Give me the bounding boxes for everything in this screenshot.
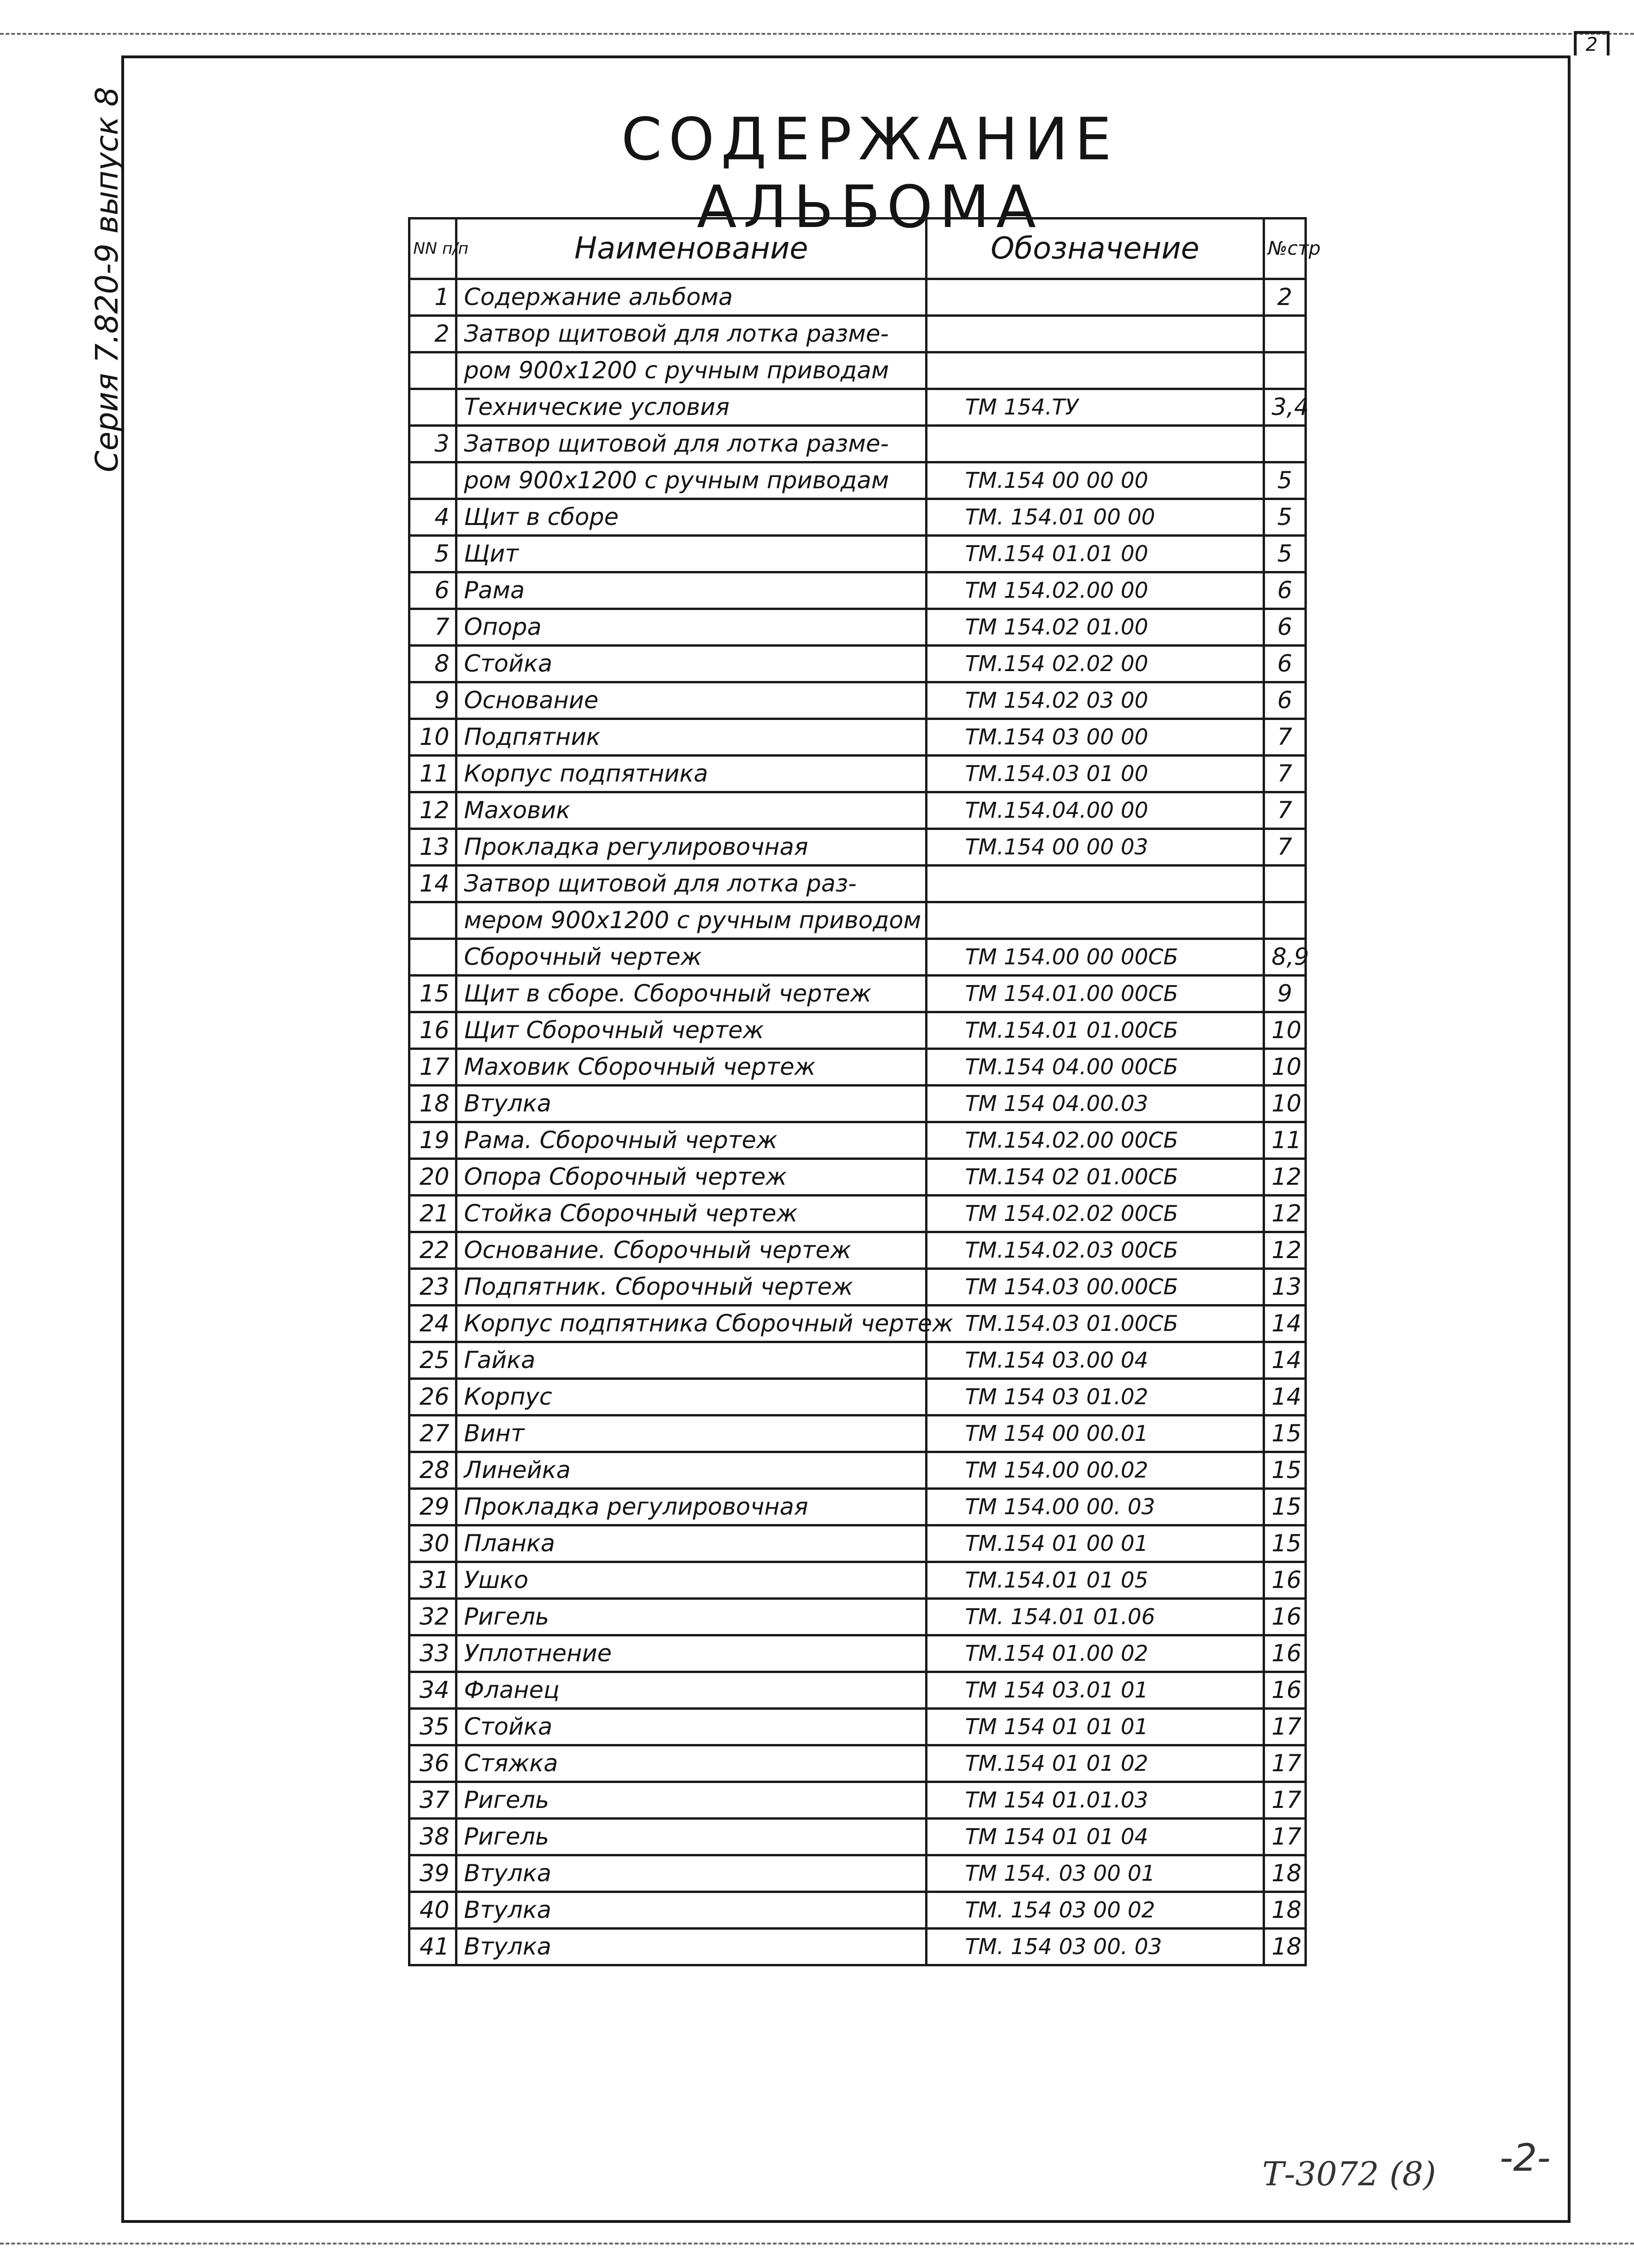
row-name: Маховик [456,792,927,829]
row-number: 25 [409,1342,456,1379]
row-name: Стойка Сборочный чертеж [456,1196,927,1232]
row-page: 6 [1264,609,1306,646]
row-page: 6 [1264,682,1306,719]
row-code: ТМ.154 02.02 00 [927,646,1264,682]
row-name: Планка [456,1525,927,1562]
page-title: СОДЕРЖАНИЕ АЛЬБОМА [621,106,1118,241]
row-code: ТМ 154 01.01.03 [927,1782,1264,1819]
corner-page-number: -2- [1500,2136,1551,2180]
row-page [1264,902,1306,939]
row-page: 14 [1264,1306,1306,1342]
row-page: 2 [1264,279,1306,316]
row-name: Гайка [456,1342,927,1379]
row-page: 5 [1264,536,1306,572]
row-name: Щит в сборе. Сборочный чертеж [456,976,927,1012]
row-code: ТМ 154.00 00.02 [927,1452,1264,1489]
row-number: 18 [409,1086,456,1122]
row-number: 13 [409,829,456,866]
table-row [409,426,1306,462]
row-page: 6 [1264,646,1306,682]
row-page: 16 [1264,1635,1306,1672]
row-page: 16 [1264,1599,1306,1635]
row-page: 11 [1264,1122,1306,1159]
row-name: Опора [456,609,927,646]
row-name: Фланец [456,1672,927,1709]
row-code: ТМ. 154.01 01.06 [927,1599,1264,1635]
row-page: 10 [1264,1086,1306,1122]
row-page: 15 [1264,1452,1306,1489]
row-number: 9 [409,682,456,719]
series-label: Серия 7.820-9 выпуск 8 [89,86,125,472]
row-page: 16 [1264,1562,1306,1599]
table-row [409,389,1306,426]
row-number: 1 [409,279,456,316]
row-number: 35 [409,1709,456,1745]
table-row [409,682,1306,719]
row-number: 19 [409,1122,456,1159]
row-page: 15 [1264,1416,1306,1452]
table-body [409,279,1309,1965]
row-number [409,389,456,426]
row-code: ТМ.154.01 01 05 [927,1562,1264,1599]
row-name: Содержание альбома [456,279,927,316]
row-page: 15 [1264,1525,1306,1562]
table-row [409,1049,1306,1086]
row-name: Стяжка [456,1745,927,1782]
row-number: 30 [409,1525,456,1562]
row-name: Щит в сборе [456,499,927,536]
row-number: 3 [409,426,456,462]
row-number: 11 [409,756,456,792]
row-page [1264,426,1306,462]
row-number [409,902,456,939]
row-page: 7 [1264,792,1306,829]
table-row [409,1452,1306,1489]
row-number: 12 [409,792,456,829]
row-code: ТМ 154 01 01 04 [927,1819,1264,1855]
table-row [409,1635,1306,1672]
row-code: ТМ.154.03 01.00СБ [927,1306,1264,1342]
row-code: ТМ 154 03 01.02 [927,1379,1264,1416]
table-row [409,1159,1306,1196]
table-row [409,646,1306,682]
row-number: 2 [409,316,456,352]
row-page: 3,4 [1264,389,1306,426]
row-name: Технические условия [456,389,927,426]
row-page: 12 [1264,1159,1306,1196]
table-row [409,1012,1306,1049]
contents-table [408,217,1321,1966]
row-code: ТМ 154.00 00 00СБ [927,939,1264,976]
table-row [409,1489,1306,1525]
row-name: Стойка [456,1709,927,1745]
table-row [409,902,1306,939]
row-page: 15 [1264,1489,1306,1525]
row-page: 14 [1264,1342,1306,1379]
table-row [409,352,1306,389]
table-header-row [409,219,1306,279]
table-row [409,1562,1306,1599]
row-number: 39 [409,1855,456,1892]
table-row [409,572,1306,609]
table-row [409,1416,1306,1452]
row-number: 16 [409,1012,456,1049]
row-number [409,939,456,976]
row-number: 5 [409,536,456,572]
row-name: Подпятник. Сборочный чертеж [456,1269,927,1306]
row-number: 29 [409,1489,456,1525]
row-code [927,316,1264,352]
row-page: 12 [1264,1196,1306,1232]
row-name: мером 900х1200 с ручным приводом [456,902,927,939]
row-code: ТМ 154.01.00 00СБ [927,976,1264,1012]
row-number: 34 [409,1672,456,1709]
row-number: 7 [409,609,456,646]
row-page: 8,9 [1264,939,1306,976]
row-code: ТМ.154 04.00 00СБ [927,1049,1264,1086]
table-row [409,1196,1306,1232]
row-number: 33 [409,1635,456,1672]
row-page: 10 [1264,1049,1306,1086]
row-name: Щит Сборочный чертеж [456,1012,927,1049]
row-name: Винт [456,1416,927,1452]
row-number: 15 [409,976,456,1012]
row-page: 18 [1264,1929,1306,1965]
row-name: Затвор щитовой для лотка разме- [456,316,927,352]
row-code: ТМ.154.03 01 00 [927,756,1264,792]
row-name: Втулка [456,1892,927,1929]
table-row [409,499,1306,536]
row-name: Рама. Сборочный чертеж [456,1122,927,1159]
row-name: Корпус подпятника [456,756,927,792]
row-code: ТМ.154 03 00 00 [927,719,1264,756]
row-code: ТМ. 154 03 00 02 [927,1892,1264,1929]
row-code: ТМ 154. 03 00 01 [927,1855,1264,1892]
row-name: Подпятник [456,719,927,756]
row-page: 7 [1264,719,1306,756]
row-number: 37 [409,1782,456,1819]
row-name: Основание [456,682,927,719]
table-row [409,1782,1306,1819]
header-code: Обозначение [927,219,1264,279]
row-name: Щит [456,536,927,572]
row-number: 31 [409,1562,456,1599]
row-name: Рама [456,572,927,609]
row-number: 17 [409,1049,456,1086]
row-code: ТМ 154.00 00. 03 [927,1489,1264,1525]
row-code: ТМ 154 04.00.03 [927,1086,1264,1122]
table-row [409,1122,1306,1159]
scan-edge-bottom [0,2243,1634,2245]
row-code: ТМ 154.03 00.00СБ [927,1269,1264,1306]
row-code [927,426,1264,462]
row-name: Линейка [456,1452,927,1489]
header-name: Наименование [456,219,927,279]
table-row [409,1892,1306,1929]
table-row [409,829,1306,866]
table-row [409,1306,1306,1342]
table-row [409,462,1306,499]
row-number: 22 [409,1232,456,1269]
table-row [409,279,1306,316]
scan-edge-top [0,33,1634,35]
table-row [409,536,1306,572]
table-row [409,1929,1306,1965]
table-row [409,1855,1306,1892]
row-number: 24 [409,1306,456,1342]
row-code: ТМ 154.02 01.00 [927,609,1264,646]
row-page: 7 [1264,829,1306,866]
row-name: Корпус подпятника Сборочный чертеж [456,1306,927,1342]
table-row [409,1269,1306,1306]
row-code: ТМ.154 01.00 02 [927,1635,1264,1672]
header-no: NN п/п [409,219,456,279]
row-code: ТМ 154.02 03 00 [927,682,1264,719]
table-row [409,1745,1306,1782]
row-number: 8 [409,646,456,682]
row-page: 9 [1264,976,1306,1012]
row-name: Опора Сборочный чертеж [456,1159,927,1196]
row-number: 38 [409,1819,456,1855]
row-number: 41 [409,1929,456,1965]
row-number: 4 [409,499,456,536]
row-name: Втулка [456,1855,927,1892]
row-name: Корпус [456,1379,927,1416]
row-code: ТМ. 154 03 00. 03 [927,1929,1264,1965]
row-name: Затвор щитовой для лотка раз- [456,866,927,902]
table-row [409,976,1306,1012]
row-code [927,902,1264,939]
row-code: ТМ.154 01.01 00 [927,536,1264,572]
table-row [409,792,1306,829]
header-page: №стр [1264,219,1306,279]
row-number: 36 [409,1745,456,1782]
row-page: 6 [1264,572,1306,609]
row-code: ТМ.154 00 00 03 [927,829,1264,866]
table-row [409,1599,1306,1635]
row-number: 28 [409,1452,456,1489]
row-code [927,279,1264,316]
table-row [409,866,1306,902]
row-number: 10 [409,719,456,756]
row-number: 21 [409,1196,456,1232]
row-code: ТМ 154.ТУ [927,389,1264,426]
row-page [1264,352,1306,389]
row-name: Прокладка регулировочная [456,1489,927,1525]
page-number-box: 2 [1574,31,1610,55]
row-code: ТМ. 154.01 00 00 [927,499,1264,536]
row-page: 17 [1264,1819,1306,1855]
row-name: Основание. Сборочный чертеж [456,1232,927,1269]
archive-stamp: Т-3072 (8) [1262,2155,1436,2193]
row-page: 7 [1264,756,1306,792]
table-row [409,1379,1306,1416]
row-page: 13 [1264,1269,1306,1306]
row-code: ТМ 154.02.00 00 [927,572,1264,609]
table-row [409,1525,1306,1562]
row-number: 20 [409,1159,456,1196]
row-page: 18 [1264,1892,1306,1929]
table-row [409,316,1306,352]
row-code: ТМ.154.02.00 00СБ [927,1122,1264,1159]
row-number: 27 [409,1416,456,1452]
row-number: 32 [409,1599,456,1635]
table-row [409,1342,1306,1379]
row-page: 18 [1264,1855,1306,1892]
row-name: Прокладка регулировочная [456,829,927,866]
row-name: ром 900х1200 с ручным приводам [456,352,927,389]
row-page: 17 [1264,1709,1306,1745]
row-code: ТМ.154 03.00 04 [927,1342,1264,1379]
row-code: ТМ.154 01 01 02 [927,1745,1264,1782]
row-code: ТМ.154.04.00 00 [927,792,1264,829]
row-name: Сборочный чертеж [456,939,927,976]
row-page: 16 [1264,1672,1306,1709]
row-page: 14 [1264,1379,1306,1416]
row-name: Ригель [456,1599,927,1635]
row-number [409,352,456,389]
table-row [409,1672,1306,1709]
row-code [927,352,1264,389]
table-row [409,756,1306,792]
row-code: ТМ.154.02.03 00СБ [927,1232,1264,1269]
row-name: Маховик Сборочный чертеж [456,1049,927,1086]
row-name: Стойка [456,646,927,682]
row-code: ТМ 154.02.02 00СБ [927,1196,1264,1232]
row-code: ТМ.154 00 00 00 [927,462,1264,499]
row-code: ТМ 154 01 01 01 [927,1709,1264,1745]
row-code: ТМ.154.01 01.00СБ [927,1012,1264,1049]
table-row [409,1232,1306,1269]
table-row [409,939,1306,976]
row-name: Ригель [456,1819,927,1855]
row-number [409,462,456,499]
row-page: 5 [1264,499,1306,536]
row-page [1264,866,1306,902]
row-number: 6 [409,572,456,609]
row-page: 17 [1264,1745,1306,1782]
row-code: ТМ.154 01 00 01 [927,1525,1264,1562]
row-name: Втулка [456,1086,927,1122]
table-row [409,1709,1306,1745]
row-page: 12 [1264,1232,1306,1269]
row-code: ТМ 154 00 00.01 [927,1416,1264,1452]
table-row [409,609,1306,646]
row-code: ТМ 154 03.01 01 [927,1672,1264,1709]
row-page: 10 [1264,1012,1306,1049]
row-number: 14 [409,866,456,902]
row-name: Уплотнение [456,1635,927,1672]
row-code: ТМ.154 02 01.00СБ [927,1159,1264,1196]
row-number: 40 [409,1892,456,1929]
row-page [1264,316,1306,352]
row-code [927,866,1264,902]
table-row [409,719,1306,756]
row-page: 17 [1264,1782,1306,1819]
row-name: Ригель [456,1782,927,1819]
row-name: Ушко [456,1562,927,1599]
row-number: 23 [409,1269,456,1306]
table-row [409,1819,1306,1855]
row-name: ром 900х1200 с ручным приводам [456,462,927,499]
row-page: 5 [1264,462,1306,499]
table-row [409,1086,1306,1122]
row-number: 26 [409,1379,456,1416]
row-name: Затвор щитовой для лотка разме- [456,426,927,462]
row-name: Втулка [456,1929,927,1965]
